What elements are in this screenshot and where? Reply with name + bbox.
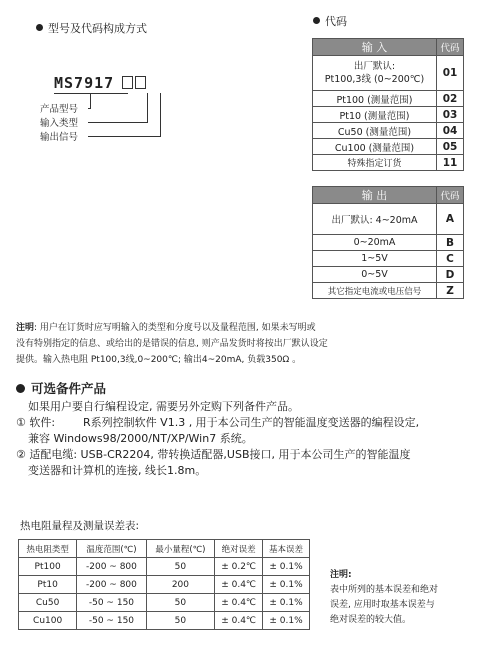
model-section-title bbox=[36, 20, 147, 36]
input-row-code: 02 bbox=[437, 91, 464, 107]
optional-title-text: 可选备件产品 bbox=[31, 381, 107, 396]
error-cell: 200 bbox=[146, 576, 215, 594]
output-row-desc: 0~20mA bbox=[313, 235, 437, 251]
optional-title bbox=[16, 379, 106, 397]
model-code bbox=[54, 74, 146, 92]
error-cell: 50 bbox=[146, 612, 215, 630]
input-row-code: 01 bbox=[437, 56, 464, 91]
side-note-line3: 绝对误差的较大值。 bbox=[330, 615, 412, 625]
input-code-table bbox=[312, 38, 464, 171]
error-header-range: 温度范围(℃) bbox=[77, 540, 146, 558]
side-note bbox=[330, 568, 480, 628]
error-cell: -50 ~ 150 bbox=[77, 612, 146, 630]
order-note-line3: 提供。输入热电阻 Pt100,3线,0~200℃; 输出4~20mA, 负载350Ω 。 bbox=[16, 355, 302, 365]
optional-body bbox=[16, 399, 486, 479]
error-cell: Cu100 bbox=[19, 612, 77, 630]
error-table bbox=[18, 539, 310, 630]
output-row-code: C bbox=[437, 251, 464, 267]
error-header-type: 热电阻类型 bbox=[19, 540, 77, 558]
table-row bbox=[19, 576, 310, 594]
order-note-line2: 没有特别指定的信息、或给出的是错误的信息, 则产品发货时将按出厂默认设定 bbox=[16, 339, 328, 349]
bullet-icon bbox=[313, 17, 320, 24]
input-row-code: 03 bbox=[437, 107, 464, 123]
code-section-title-text: 代码 bbox=[325, 15, 347, 28]
optional-item1-cont: 兼容 Windows98/2000/NT/XP/Win7 系统。 bbox=[28, 432, 253, 445]
input-row-desc: Cu50 (测量范围) bbox=[313, 123, 437, 139]
output-code-table bbox=[312, 186, 464, 299]
model-number: MS7917 bbox=[54, 74, 115, 92]
table-row bbox=[19, 612, 310, 630]
error-cell: ± 0.4℃ bbox=[215, 594, 263, 612]
error-cell: -50 ~ 150 bbox=[77, 594, 146, 612]
output-row-code: D bbox=[437, 267, 464, 283]
side-note-title: 注明: bbox=[330, 570, 352, 580]
label-input-type: 输入类型 bbox=[40, 118, 79, 129]
error-cell: ± 0.4℃ bbox=[215, 612, 263, 630]
code-section-title bbox=[313, 13, 347, 29]
input-row-desc: Pt10 (测量范围) bbox=[313, 107, 437, 123]
error-table-title: 热电阻量程及测量误差表: bbox=[20, 520, 140, 532]
bullet-icon bbox=[16, 384, 25, 393]
input-row-desc: Pt100 (测量范围) bbox=[313, 91, 437, 107]
label-product-model: 产品型号 bbox=[40, 104, 79, 115]
error-cell: Pt10 bbox=[19, 576, 77, 594]
order-note bbox=[16, 320, 476, 368]
input-row-code: 05 bbox=[437, 139, 464, 155]
input-row-code: 11 bbox=[437, 155, 464, 171]
output-row-desc: 1~5V bbox=[313, 251, 437, 267]
optional-intro: 如果用户要自行编程设定, 需要另外定购下列备件产品。 bbox=[28, 400, 299, 413]
error-cell: -200 ~ 800 bbox=[77, 558, 146, 576]
side-note-line2: 误差, 应用时取基本误差与 bbox=[330, 600, 435, 610]
input-header: 输 入 bbox=[313, 39, 437, 56]
model-section-title-text: 型号及代码构成方式 bbox=[48, 22, 147, 35]
table-row bbox=[19, 558, 310, 576]
error-cell: ± 0.2℃ bbox=[215, 558, 263, 576]
input-row-desc: 出厂默认: Pt100,3线 (0~200℃) bbox=[313, 56, 437, 91]
output-row-desc: 其它指定电流或电压信号 bbox=[313, 283, 437, 299]
error-cell: ± 0.1% bbox=[263, 594, 310, 612]
error-header-basic: 基本误差 bbox=[263, 540, 310, 558]
error-cell: 50 bbox=[146, 558, 215, 576]
label-output-signal: 输出信号 bbox=[40, 132, 79, 143]
order-note-label: 注明 bbox=[16, 323, 35, 333]
order-note-line1: : 用户在订货时应写明输入的类型和分度号以及量程范围, 如果未写明或 bbox=[34, 323, 316, 333]
output-code-box bbox=[135, 76, 146, 89]
error-cell: ± 0.4℃ bbox=[215, 576, 263, 594]
error-header-abs: 绝对误差 bbox=[215, 540, 263, 558]
output-header: 输 出 bbox=[313, 187, 437, 204]
input-code-header: 代码 bbox=[437, 39, 464, 56]
output-row-code: Z bbox=[437, 283, 464, 299]
error-cell: ± 0.1% bbox=[263, 576, 310, 594]
output-row-code: A bbox=[437, 204, 464, 235]
error-cell: Pt100 bbox=[19, 558, 77, 576]
error-header-min: 最小量程(℃) bbox=[146, 540, 215, 558]
output-row-desc: 0~5V bbox=[313, 267, 437, 283]
optional-item2: ② 适配电缆: USB-CR2204, 带转换适配器,USB接口, 用于本公司生产的智能温度 bbox=[16, 448, 411, 461]
input-row-desc: 特殊指定订货 bbox=[313, 155, 437, 171]
input-row-desc: Cu100 (测量范围) bbox=[313, 139, 437, 155]
optional-item2-cont: 变送器和计算机的连接, 线长1.8m。 bbox=[28, 464, 207, 477]
side-note-line1: 表中所列的基本误差和绝对 bbox=[330, 585, 439, 595]
bullet-icon bbox=[36, 24, 43, 31]
input-row-code: 04 bbox=[437, 123, 464, 139]
error-cell: 50 bbox=[146, 594, 215, 612]
error-cell: Cu50 bbox=[19, 594, 77, 612]
output-row-code: B bbox=[437, 235, 464, 251]
input-code-box bbox=[122, 76, 133, 89]
error-cell: ± 0.1% bbox=[263, 612, 310, 630]
output-row-desc: 出厂默认: 4~20mA bbox=[313, 204, 437, 235]
error-cell: ± 0.1% bbox=[263, 558, 310, 576]
error-cell: -200 ~ 800 bbox=[77, 576, 146, 594]
output-code-header: 代码 bbox=[437, 187, 464, 204]
table-row bbox=[19, 594, 310, 612]
optional-item1: ① 软件: R系列控制软件 V1.3 , 用于本公司生产的智能温度变送器的编程设定, bbox=[16, 416, 420, 429]
